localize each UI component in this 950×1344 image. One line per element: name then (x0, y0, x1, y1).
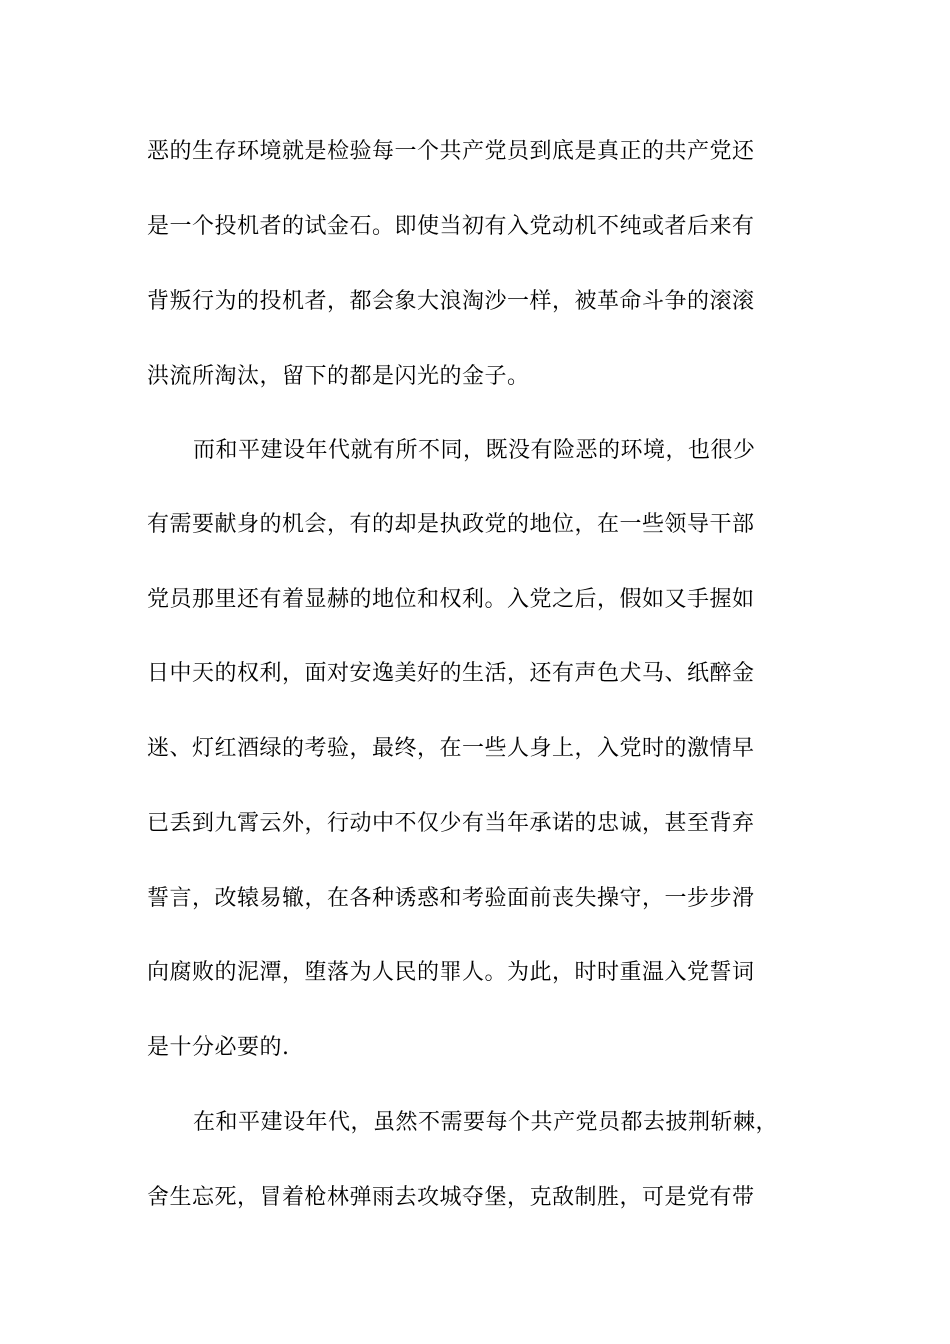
text-line: 是一个投机者的试金石。即使当初有入党动机不纯或者后来有 (147, 214, 755, 239)
text-line: 日中天的权利，面对安逸美好的生活，还有声色犬马、纸醉金 (147, 661, 755, 686)
text-line: 洪流所淘汰，留下的都是闪光的金子。 (147, 364, 530, 389)
text-line: 舍生忘死，冒着枪林弹雨去攻城夺堡，克敌制胜，可是党有带 (147, 1185, 755, 1210)
text-line: 恶的生存环境就是检验每一个共产党员到底是真正的共产党还 (147, 139, 755, 164)
text-line: 有需要献身的机会，有的却是执政党的地位，在一些领导干部 (147, 512, 755, 537)
text-line: 背叛行为的投机者，都会象大浪淘沙一样，被革命斗争的滚滚 (147, 289, 755, 314)
text-line: 誓言，改辕易辙，在各种诱惑和考验面前丧失操守，一步步滑 (147, 886, 755, 911)
text-line: 已丢到九霄云外，行动中不仅少有当年承诺的忠诚，甚至背弃 (147, 811, 755, 836)
text-line: 是十分必要的. (147, 1035, 290, 1060)
text-line: 向腐败的泥潭，堕落为人民的罪人。为此，时时重温入党誓词 (147, 960, 755, 985)
paragraph-first-line: 而和平建设年代就有所不同，既没有险恶的环境，也很少 (193, 438, 756, 463)
paragraph-first-line: 在和平建设年代，虽然不需要每个共产党员都去披荆斩棘， (193, 1110, 779, 1135)
text-line: 党员那里还有着显赫的地位和权利。入党之后，假如又手握如 (147, 587, 755, 612)
text-line: 迷、灯红酒绿的考验，最终，在一些人身上，入党时的激情早 (147, 736, 755, 761)
